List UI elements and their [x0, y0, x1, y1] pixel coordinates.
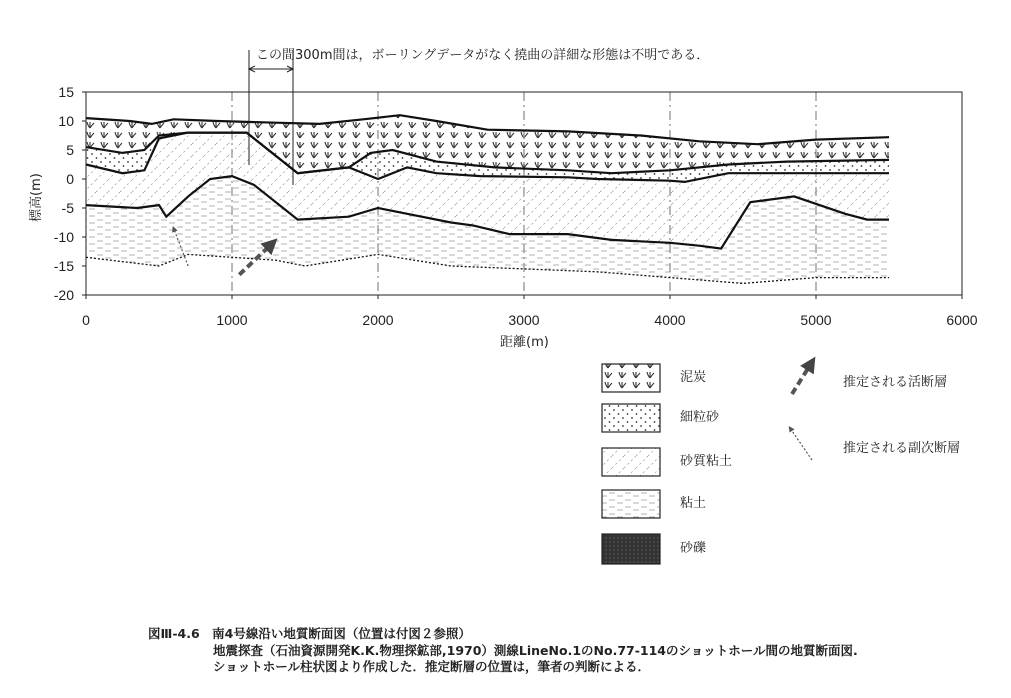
legend-swatch-gravel — [602, 534, 660, 564]
y-tick-label-0: 0 — [66, 171, 74, 187]
annotation-text: この間300m間は，ボーリングデータがなく撓曲の詳細な形態は不明である． — [256, 48, 710, 63]
caption-line-2: 地震探査（石油資源開発K.K.物理探鉱部,1970）測線LineNo.1のNo.77-114のショットホール間の地質断面図. — [213, 643, 858, 658]
y-tick-label--5: -5 — [61, 200, 74, 216]
y-tick-labels — [54, 84, 86, 303]
x-tick-label-6000: 6000 — [946, 312, 978, 328]
legend-secondary-fault-arrow — [790, 428, 812, 460]
x-tick-label-0: 0 — [82, 312, 90, 328]
y-tick-label--15: -15 — [53, 258, 74, 274]
legend-swatch-fine-sand — [602, 404, 660, 432]
legend-label-peat: 泥炭 — [680, 370, 707, 385]
caption-title: 図Ⅲ-4.6 南4号線沿い地質断面図（位置は付図２参照） — [148, 626, 471, 641]
legend-swatch-sandy-clay — [602, 448, 660, 476]
legend-swatch-peat — [602, 364, 660, 392]
caption-line-3: ショットホール柱状図より作成した．推定断層の位置は，筆者の判断による． — [213, 659, 651, 674]
y-tick-label-10: 10 — [58, 113, 74, 129]
legend-label-secondary-fault: 推定される副次断層 — [843, 441, 961, 456]
x-tick-label-3000: 3000 — [508, 312, 540, 328]
y-tick-label--20: -20 — [53, 287, 74, 303]
y-axis-label: 標高(m) — [29, 173, 44, 222]
x-axis-label: 距離(m) — [500, 335, 549, 350]
x-tick-label-2000: 2000 — [362, 312, 394, 328]
x-tick-label-4000: 4000 — [654, 312, 686, 328]
legend-label-sandy-clay: 砂質粘土 — [680, 454, 733, 469]
x-tick-label-5000: 5000 — [800, 312, 832, 328]
legend-label-gravel: 砂礫 — [680, 541, 707, 556]
legend — [602, 362, 960, 564]
x-tick-label-1000: 1000 — [216, 312, 248, 328]
y-tick-label-5: 5 — [66, 142, 74, 158]
legend-active-fault-arrow — [792, 362, 812, 394]
plot-area — [54, 84, 978, 328]
x-tick-labels — [82, 295, 978, 328]
y-tick-label-15: 15 — [58, 84, 74, 100]
legend-label-fine-sand: 細粒砂 — [680, 410, 720, 425]
legend-label-clay: 粘土 — [680, 496, 707, 511]
legend-swatch-clay — [602, 490, 660, 518]
legend-label-active-fault: 推定される活断層 — [843, 375, 948, 390]
y-tick-label--10: -10 — [53, 229, 74, 245]
